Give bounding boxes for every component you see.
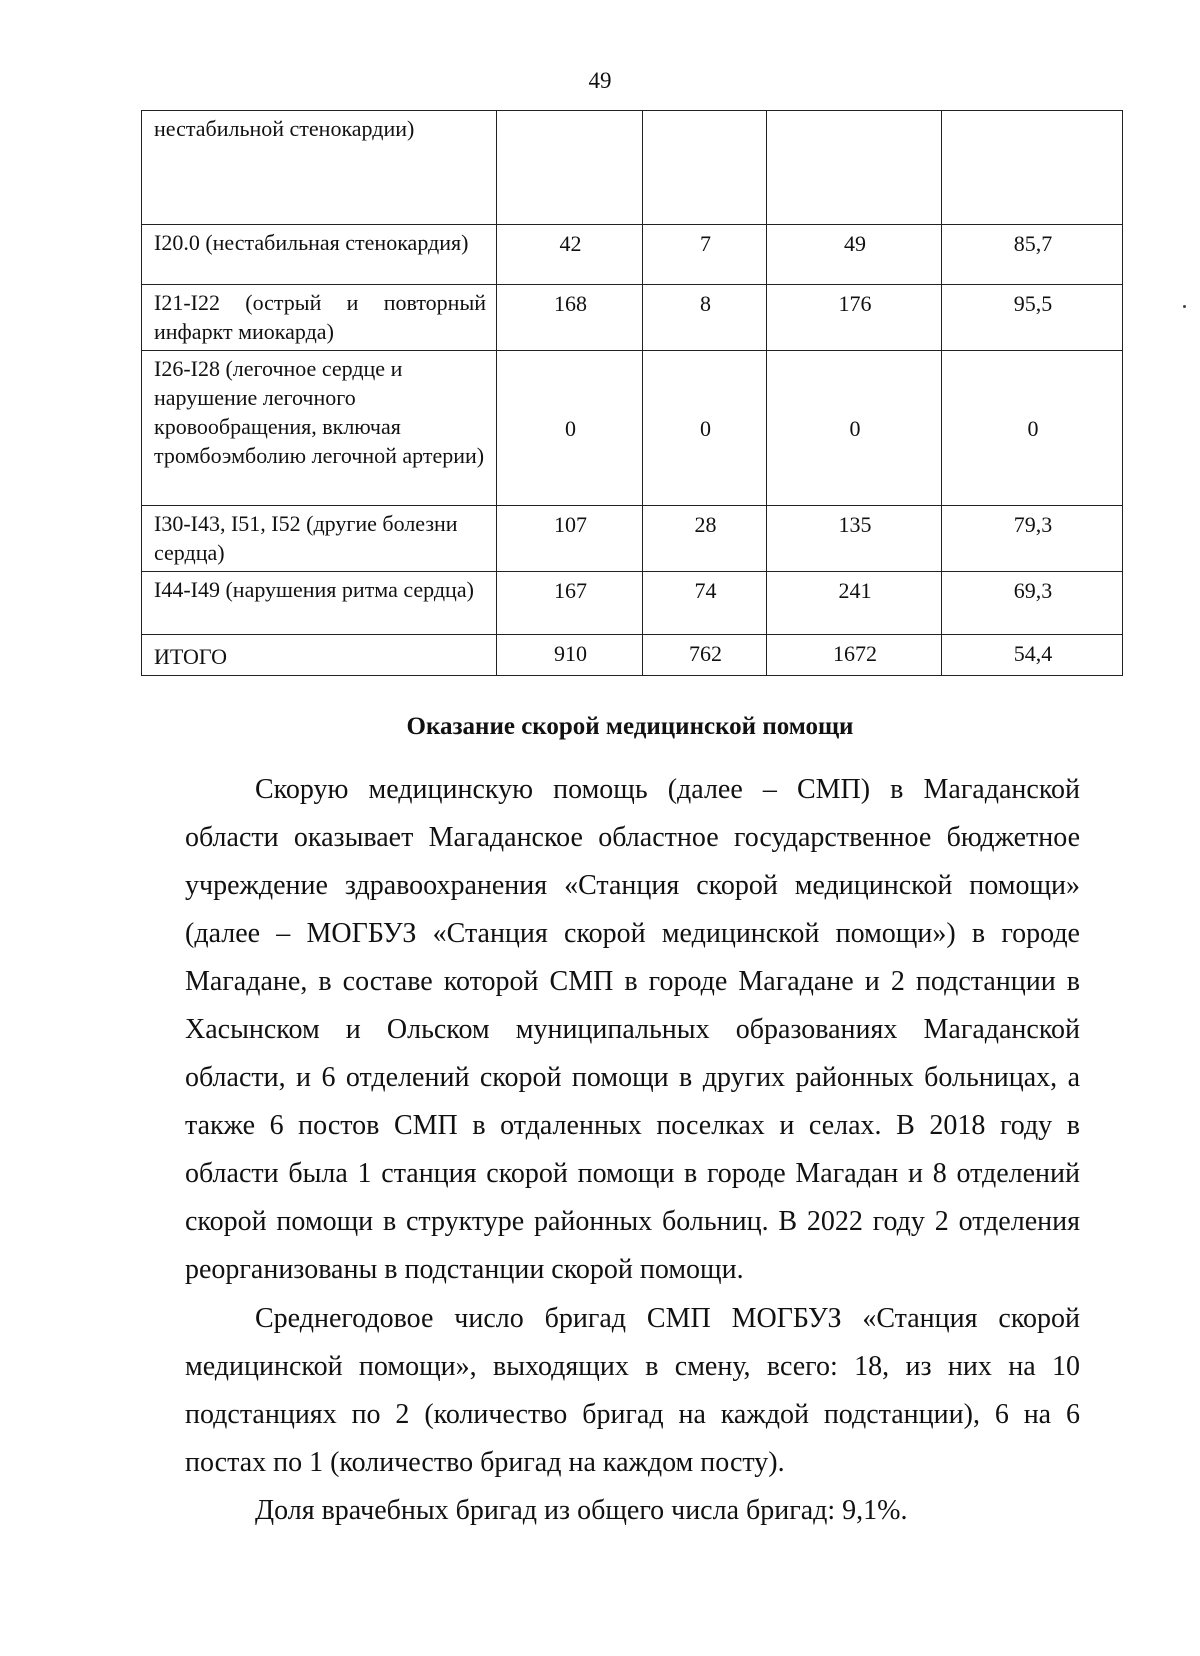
table-cell: 0 <box>767 351 942 506</box>
table-cell <box>497 111 643 225</box>
table-cell: 54,4 <box>942 635 1123 676</box>
table-row <box>142 635 1123 676</box>
table-row <box>142 111 1123 225</box>
table-cell: 910 <box>497 635 643 676</box>
paragraph: Скорую медицинскую помощь (далее – СМП) в Магаданской области оказывает Магаданское областное государственное бюджетное учреждение здравоохранения «Станция скорой медицинской помощи» (далее – МОГБУЗ «Станция скорой медицинской помощи») в городе Магадане, в составе которой СМП в городе Магадане и 2 подстанции в Хасынском и Ольском муниципальных образованиях Магаданской области, и 6 отделений скорой помощи в других районных больницах, а также 6 постов СМП в отдаленных поселках и селах. В 2018 году в области была 1 станция скорой помощи в городе Магадан и 8 отделений скорой помощи в структуре районных больниц. В 2022 году 2 отделения реорганизованы в подстанции скорой помощи. <box>185 774 1080 1285</box>
table-cell: 74 <box>643 572 767 635</box>
table-cell: 1672 <box>767 635 942 676</box>
table-cell: 95,5 <box>942 285 1123 351</box>
section-title: Оказание скорой медицинской помощи <box>406 713 854 740</box>
table-cell-name: I44-I49 (нарушения ритма сердца) <box>142 572 497 635</box>
table-cell-name: I20.0 (нестабильная стенокардия) <box>142 225 497 285</box>
table-cell <box>767 111 942 225</box>
table-row <box>142 351 1123 506</box>
table-row <box>142 572 1123 635</box>
table-cell: 176 <box>767 285 942 351</box>
table-cell-name: нестабильной стенокардии) <box>142 111 497 225</box>
table-cell-name: I21-I22 (острый и повторный инфаркт миокарда) <box>142 285 497 351</box>
table-cell-name: I30-I43, I51, I52 (другие болезни сердца) <box>142 506 497 572</box>
table-cell: 0 <box>497 351 643 506</box>
table-row <box>142 506 1123 572</box>
table-row <box>142 225 1123 285</box>
table-cell: 85,7 <box>942 225 1123 285</box>
table-cell: 49 <box>767 225 942 285</box>
table-cell: 7 <box>643 225 767 285</box>
table-cell <box>643 111 767 225</box>
table-cell: 69,3 <box>942 572 1123 635</box>
table-cell: 762 <box>643 635 767 676</box>
table-cell: 8 <box>643 285 767 351</box>
table-cell: 0 <box>643 351 767 506</box>
table-cell: 107 <box>497 506 643 572</box>
statistics-table <box>141 110 1123 676</box>
table-cell: 79,3 <box>942 506 1123 572</box>
table-cell: 0 <box>942 351 1123 506</box>
table-cell-name: ИТОГО <box>142 635 497 676</box>
scan-mark <box>1183 305 1186 308</box>
table-cell: 167 <box>497 572 643 635</box>
table-cell: 135 <box>767 506 942 572</box>
table-cell: 168 <box>497 285 643 351</box>
table-cell: 241 <box>767 572 942 635</box>
table-cell: 42 <box>497 225 643 285</box>
table-row <box>142 285 1123 351</box>
table-cell-name: I26-I28 (легочное сердце и нарушение легочного кровообращения, включая тромбоэмболию легочной артерии) <box>142 351 497 506</box>
table-cell <box>942 111 1123 225</box>
table-cell: 28 <box>643 506 767 572</box>
page-number: 49 <box>588 68 612 93</box>
paragraph: Доля врачебных бригад из общего числа бригад: 9,1%. <box>255 1495 908 1526</box>
paragraph: Среднегодовое число бригад СМП МОГБУЗ «Станция скорой медицинской помощи», выходящих в смену, всего: 18, из них на 10 подстанциях по 2 (количество бригад на каждой подстанции), 6 на 6 постах по 1 (количество бригад на каждом посту). <box>185 1303 1080 1478</box>
